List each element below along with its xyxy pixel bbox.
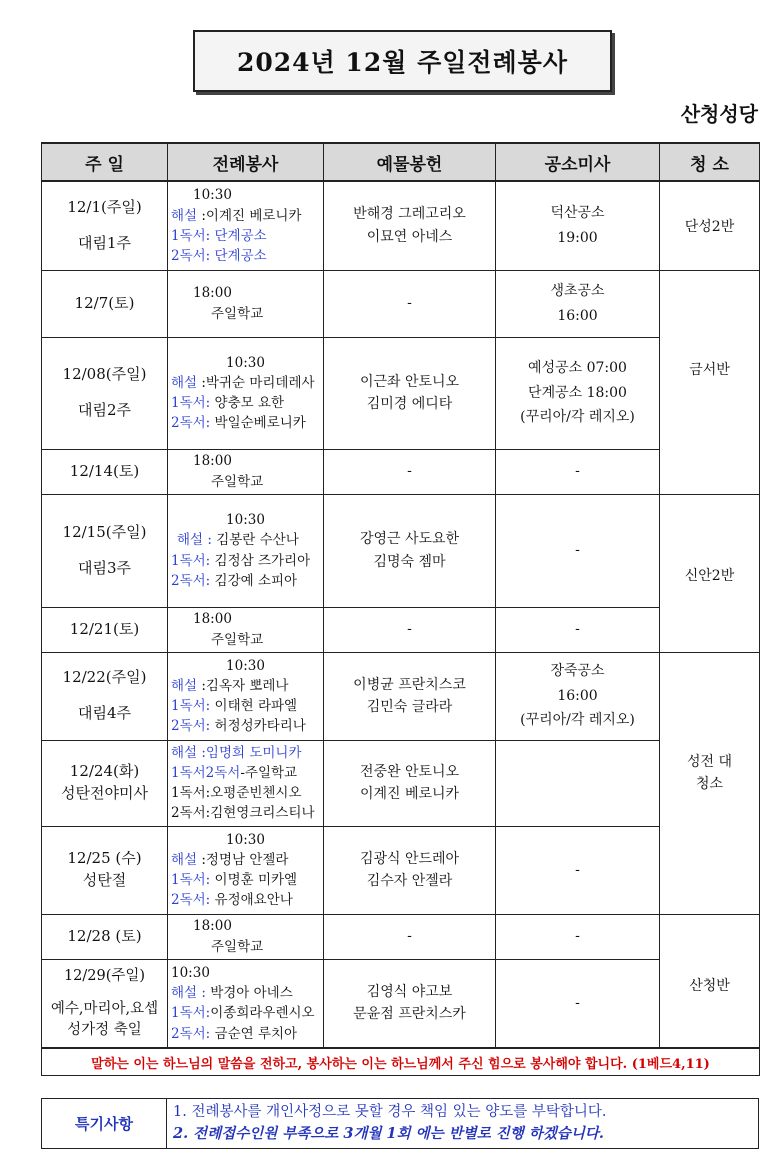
mission-place: 덕산공소 <box>550 205 605 222</box>
table-row <box>42 607 760 652</box>
mass-time: 10:30 <box>226 512 265 528</box>
table-row <box>42 652 760 740</box>
reading-2: 2독서:김현영크리스티나 <box>171 805 315 822</box>
offering-2: 이묘연 아네스 <box>366 228 453 245</box>
mass-time: 10:30 <box>171 964 210 981</box>
commentator-label: 해설 <box>171 207 198 224</box>
commentator: 해설 :박귀순 마리데레사 <box>171 374 315 391</box>
offering-1: - <box>324 607 496 652</box>
row-sub: 성탄전야미사 <box>61 784 148 802</box>
offering-2: 문윤점 프란치스카 <box>353 1006 466 1023</box>
row-date: 12/08(주일) <box>62 365 147 384</box>
reading-school: 1독서2독서-주일학교 <box>171 764 298 781</box>
table-row <box>42 494 760 607</box>
offering-1: - <box>324 270 496 337</box>
mass-time: 10:30 <box>193 187 232 204</box>
header-row <box>42 143 760 181</box>
row-sub: 예수,마리아,요셉 <box>50 1000 159 1017</box>
row-date: 12/25 (수) <box>67 849 142 868</box>
row-date: 12/7(토) <box>42 270 168 337</box>
commentator: 해설 : 박경아 아네스 <box>171 985 293 1001</box>
notes-table <box>41 1098 759 1149</box>
offering-1: 이병균 프란치스코 <box>353 676 466 693</box>
school-label: 주일학교 <box>211 631 264 648</box>
reading-2: 2독서: 김강예 소피아 <box>171 572 298 589</box>
row-date: 12/22(주일) <box>62 668 147 687</box>
table-row <box>42 959 760 1048</box>
row-date: 12/21(토) <box>42 607 168 652</box>
mission-place: - <box>496 607 660 652</box>
school-label: 주일학교 <box>211 305 264 322</box>
commentator: 해설 :김옥자 뽀레나 <box>171 677 289 694</box>
mission-place: - <box>496 959 660 1048</box>
offering-1: - <box>324 914 496 959</box>
mission-place: - <box>496 826 660 914</box>
header-sunday: 주 일 <box>42 143 168 181</box>
mission-1: 장죽공소 <box>550 663 605 680</box>
offering-2: 김민숙 글라라 <box>366 699 453 715</box>
reading-1: 1독서: 이명훈 미카엘 <box>171 872 298 888</box>
mission-3: (꾸리아/각 레지오) <box>520 712 635 729</box>
row-sub: 성탄절 <box>82 871 127 889</box>
mission-1: 예성공소 07:00 <box>528 360 627 377</box>
cleaning-group: 신안2반 <box>660 494 760 652</box>
offering-2: 김미경 에디타 <box>366 396 453 412</box>
row-date: 12/15(주일) <box>62 522 147 541</box>
mission-time: 19:00 <box>557 229 598 246</box>
cleaning-group: 금서반 <box>660 270 760 494</box>
row-date: 12/29(주일) <box>63 967 146 984</box>
quote-row <box>42 1048 760 1076</box>
header-mission-mass: 공소미사 <box>496 143 660 181</box>
table-row <box>42 449 760 494</box>
offering-1: 김영식 야고보 <box>366 983 453 1000</box>
mass-time: 18:00 <box>193 918 232 935</box>
notes-label: 특기사항 <box>42 1099 167 1149</box>
offering-2: 김수자 안젤라 <box>366 873 453 889</box>
table-row <box>42 826 760 914</box>
row-date: 12/28 (토) <box>42 914 168 959</box>
row-sub: 대림1주 <box>77 233 131 252</box>
row-date: 12/24(화) <box>69 762 140 781</box>
mission-place: - <box>496 494 660 607</box>
commentator: 해설 :임명희 도미니카 <box>171 744 302 761</box>
offering-1: 이근좌 안토니오 <box>359 373 460 390</box>
reading-2: 2독서: 허정성카타리나 <box>171 718 306 735</box>
header-cleaning: 청 소 <box>660 143 760 181</box>
mission-place: 생초공소 <box>550 283 605 299</box>
reading-2: 2독서: 유정애요안나 <box>171 892 293 909</box>
cleaning-group: 단성2반 <box>660 181 760 270</box>
mission-time: 16:00 <box>557 307 598 324</box>
mission-3: (꾸리아/각 레지오) <box>520 409 635 426</box>
mission-2: 16:00 <box>557 687 598 704</box>
reading-1: 1독서: 이태현 라파엘 <box>171 698 298 714</box>
table-row <box>42 181 760 270</box>
schedule-table <box>41 142 760 1076</box>
row-sub: 대림4주 <box>77 704 131 722</box>
reading-2: 2독서: 박일순베로니카 <box>171 415 306 432</box>
page-title: 2024년 12월 주일전례봉사 <box>193 30 612 92</box>
offering-2: 이계진 베로니카 <box>359 786 460 802</box>
reading-1: 1독서:오평준빈첸시오 <box>171 785 302 801</box>
row-sub-2: 성가정 축일 <box>67 1021 142 1038</box>
parish-name: 산청성당 <box>680 102 758 126</box>
table-row <box>42 337 760 449</box>
row-sub: 대림3주 <box>77 558 131 577</box>
table-row <box>42 740 760 826</box>
mission-2: 단계공소 18:00 <box>528 384 627 401</box>
row-date: 12/1(주일) <box>67 198 142 216</box>
mass-time: 10:30 <box>226 657 265 674</box>
school-label: 주일학교 <box>211 473 264 490</box>
reading-1: 1독서: 양충모 요한 <box>171 395 285 411</box>
mission-place: - <box>496 914 660 959</box>
cleaning-group: 산청반 <box>660 914 760 1048</box>
table-row <box>42 914 760 959</box>
mass-time: 18:00 <box>193 453 232 470</box>
school-label: 주일학교 <box>211 938 264 955</box>
offering-2: 김명숙 젬마 <box>373 553 446 570</box>
commentator: 해설 :정명남 안젤라 <box>171 851 289 868</box>
row-date: 12/14(토) <box>42 449 168 494</box>
mass-time: 18:00 <box>193 285 232 302</box>
reading-2: 2독서: 금순연 루치아 <box>171 1025 298 1042</box>
note-line-1: 1. 전례봉사를 개인사정으로 못할 경우 책임 있는 양도를 부탁합니다. <box>173 1104 607 1120</box>
offering-1: 전중완 안토니오 <box>359 763 460 780</box>
scripture-quote: 말하는 이는 하느님의 말씀을 전하고, 봉사하는 이는 하느님께서 주신 힘으로 봉사해야 합니다. (1베드4,11) <box>42 1048 760 1076</box>
reading-1: 1독서: 김정삼 즈가리아 <box>171 552 311 569</box>
offering-1: 김광식 안드레아 <box>359 850 460 867</box>
header-liturgy: 전례봉사 <box>168 143 324 181</box>
mission-place <box>496 740 660 826</box>
mass-time: 18:00 <box>193 611 232 628</box>
mission-place: - <box>496 449 660 494</box>
reading-2: 2독서: 단계공소 <box>171 248 267 264</box>
offering-1: 강영근 사도요한 <box>359 531 460 548</box>
table-row <box>42 270 760 337</box>
note-line-2: 2. 전례접수인원 부족으로 3개월 1회 에는 반별로 진행 하겠습니다. <box>173 1125 604 1143</box>
mass-time: 10:30 <box>226 831 265 848</box>
offering-1: - <box>324 449 496 494</box>
commentator: 해설 :이계진 베로니카 <box>171 207 302 224</box>
reading-1: 1독서:이종희라우렌시오 <box>171 1005 315 1022</box>
reading-1: 1독서: 단계공소 <box>171 227 267 244</box>
cleaning-group: 성전 대청소 <box>686 753 733 792</box>
commentator: 해설 : 김봉란 수산나 <box>177 532 299 549</box>
header-offering: 예물봉헌 <box>324 143 496 181</box>
mass-time: 10:30 <box>226 354 265 371</box>
offering-1: 반해경 그레고리오 <box>353 206 466 223</box>
row-sub: 대림2주 <box>77 401 131 419</box>
